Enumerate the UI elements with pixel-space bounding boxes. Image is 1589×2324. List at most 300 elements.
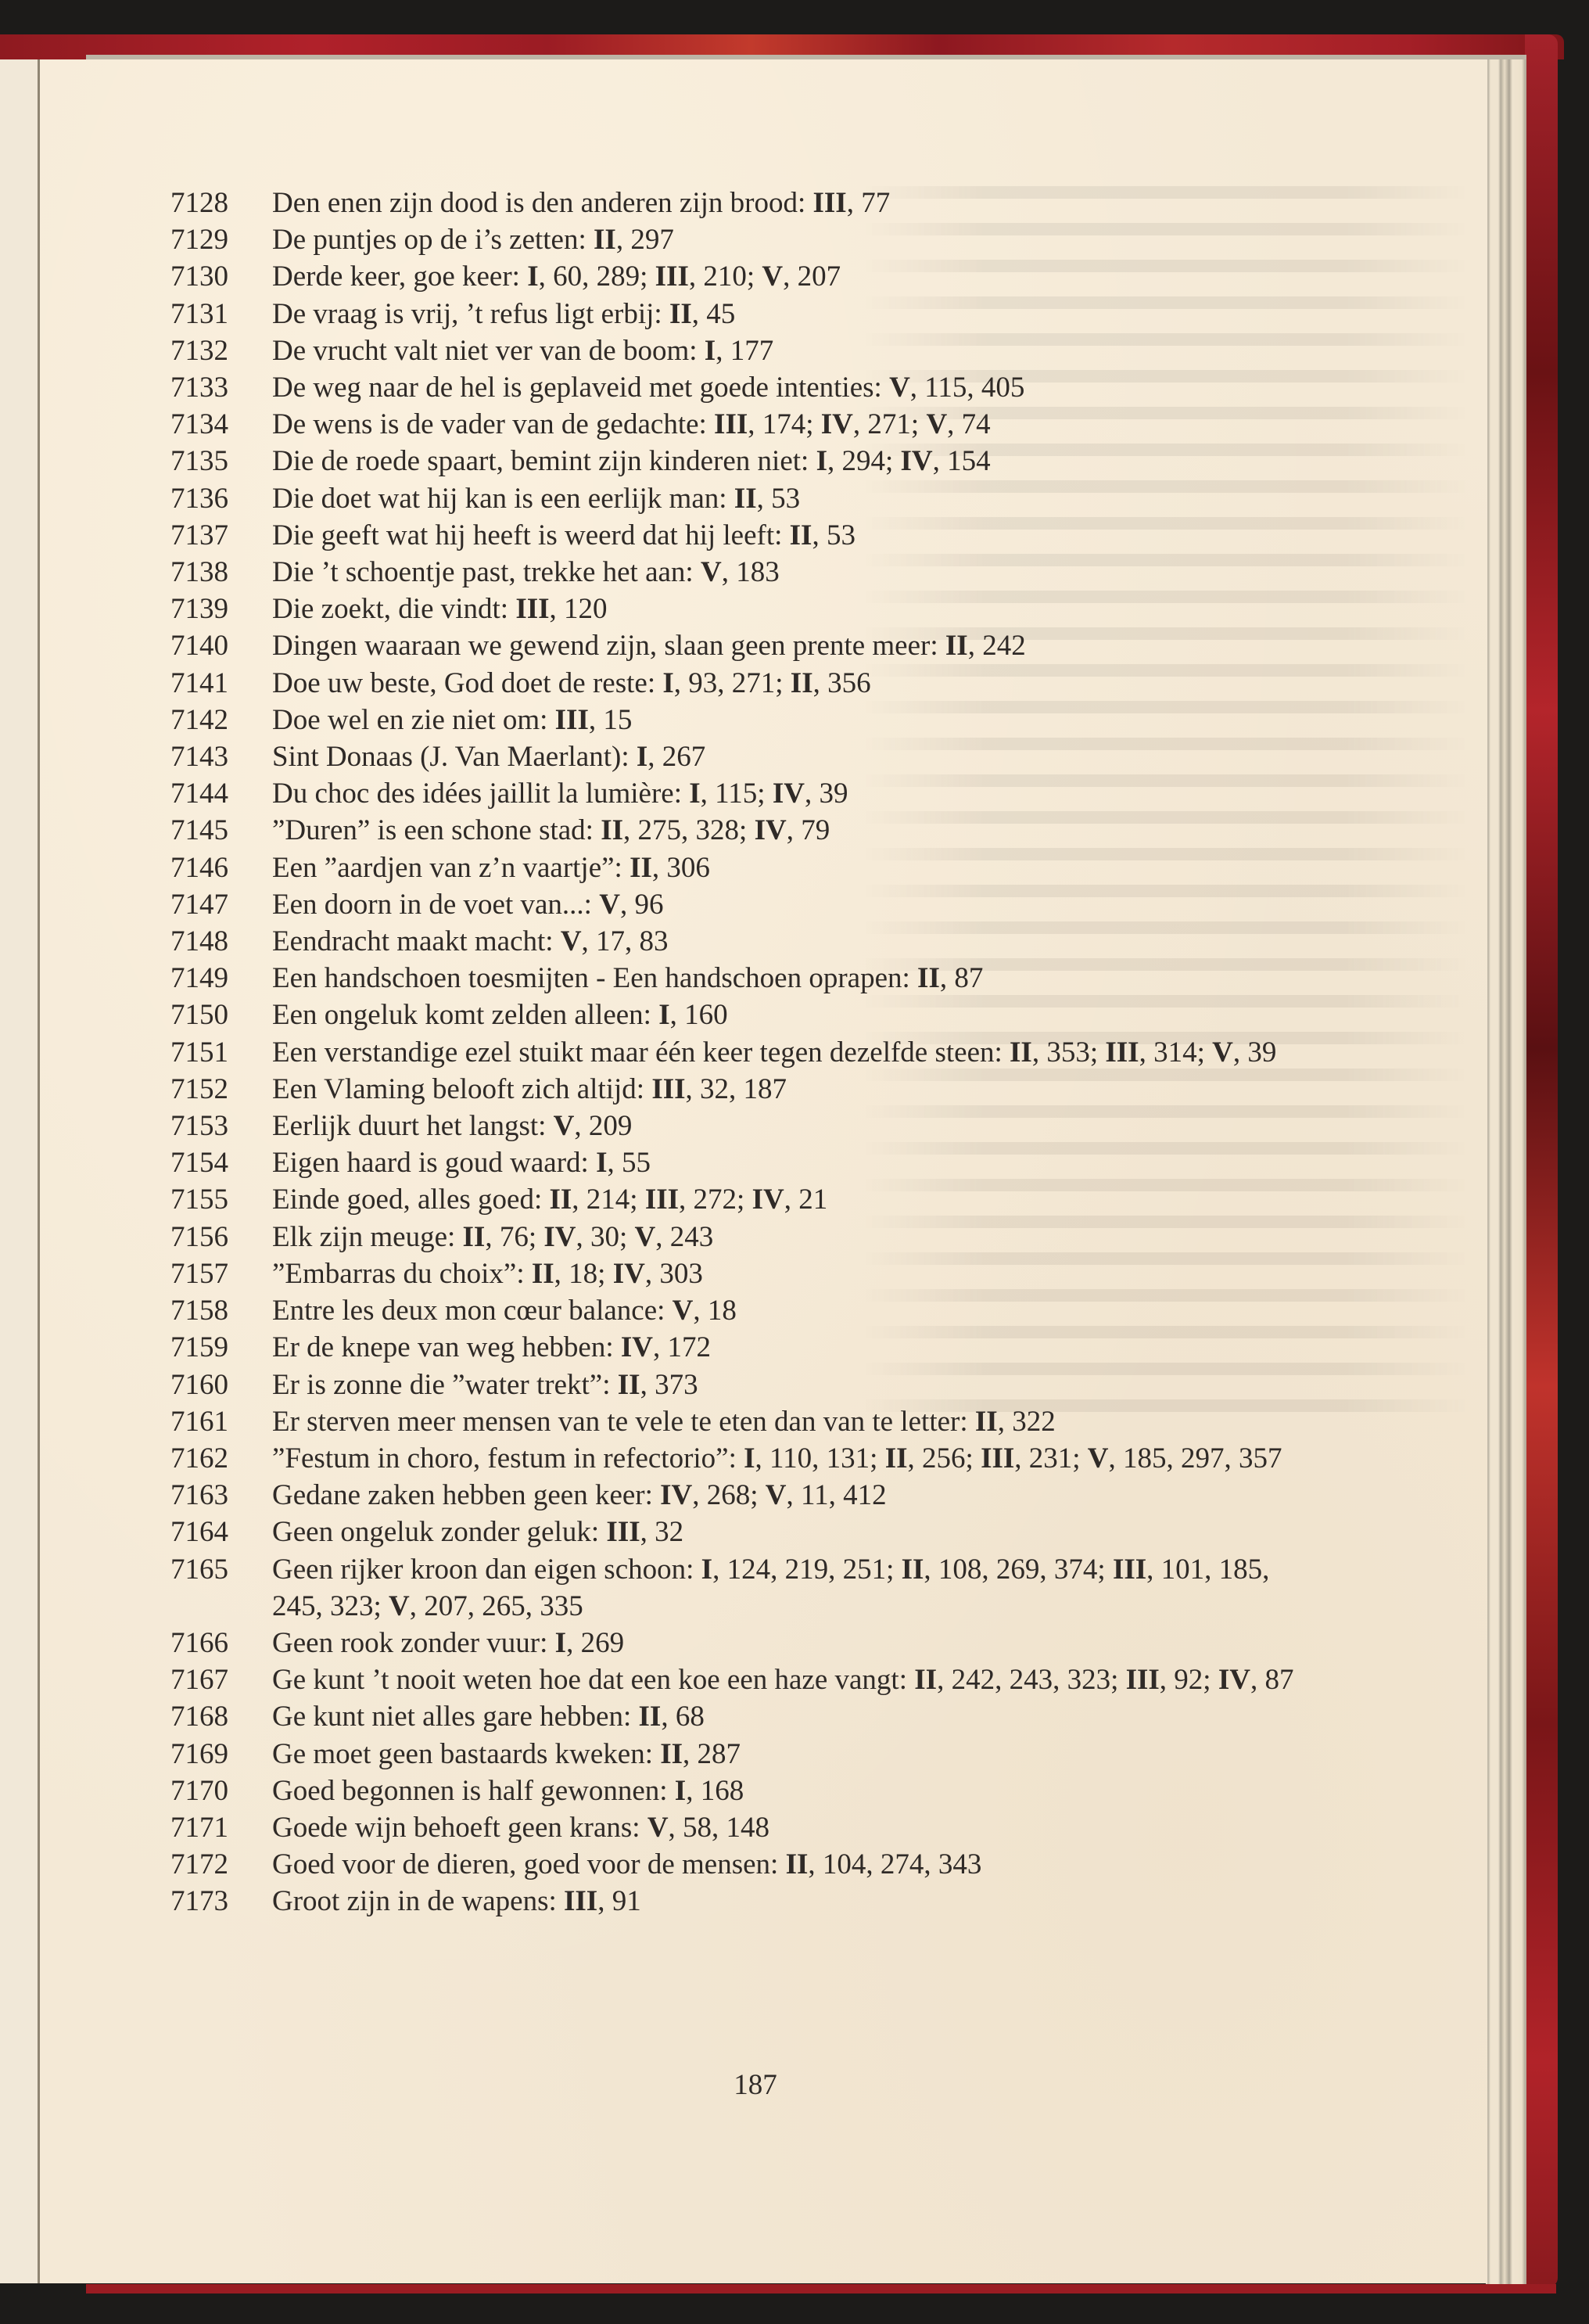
entry-number: 7149 — [170, 962, 228, 995]
proverb: Die geeft wat hij heeft is weerd dat hij leeft: — [272, 519, 790, 551]
page-references: , 174; — [748, 408, 821, 441]
entry-text — [272, 1440, 1324, 1477]
page-references: , 256; — [907, 1442, 981, 1475]
index-entry — [0, 1698, 1487, 1735]
volume-reference: II — [617, 1368, 640, 1401]
volume-reference: II — [549, 1184, 572, 1216]
index-entry — [0, 1551, 1487, 1625]
entry-number: 7151 — [170, 1036, 228, 1069]
index-entry — [0, 1329, 1487, 1366]
entry-text — [272, 1477, 1324, 1514]
proverb: Eendracht maakt macht: — [272, 925, 561, 958]
page-references: , 32 — [640, 1516, 684, 1549]
volume-reference: III — [564, 1885, 598, 1918]
entry-number: 7171 — [170, 1811, 228, 1844]
volume-reference: I — [662, 666, 674, 699]
page-references: , 91 — [597, 1885, 641, 1918]
index-entry — [0, 738, 1487, 775]
page-references: , 68 — [661, 1701, 705, 1733]
entry-number: 7147 — [170, 888, 228, 921]
volume-reference: V — [765, 1479, 787, 1512]
proverb: Die doet wat hij kan is een eerlijk man: — [272, 482, 734, 515]
page-references: , 39 — [1232, 1036, 1277, 1069]
proverb: Goede wijn behoeft geen krans: — [272, 1811, 647, 1844]
proverb: Een ongeluk komt zelden alleen: — [272, 999, 659, 1032]
page-references: , 79 — [786, 814, 830, 847]
page-references: , 60, 289; — [538, 260, 655, 293]
index-entry — [0, 1846, 1487, 1883]
page-references: , 92; — [1159, 1664, 1218, 1697]
volume-reference: V — [1087, 1442, 1109, 1475]
volume-reference: V — [553, 1110, 575, 1143]
volume-reference: III — [812, 187, 847, 219]
proverb: Geen rook zonder vuur: — [272, 1626, 555, 1659]
page-references: , 108, 269, 374; — [924, 1553, 1113, 1586]
index-entry — [0, 1108, 1487, 1144]
entry-number: 7172 — [170, 1848, 228, 1881]
page-references: , 243 — [655, 1220, 714, 1253]
index-entry — [0, 406, 1487, 443]
page-references: , 297 — [615, 224, 674, 257]
index-entry — [0, 1773, 1487, 1809]
proverb: Doe wel en zie niet om: — [272, 703, 555, 736]
entry-text — [272, 775, 1324, 812]
page-references: , 21 — [784, 1184, 828, 1216]
volume-reference: II — [945, 630, 968, 663]
entry-text — [272, 591, 1324, 627]
page-references: , 87 — [939, 962, 984, 995]
volume-reference: V — [389, 1589, 410, 1622]
proverb: ”Embarras du choix”: — [272, 1257, 532, 1290]
entry-text — [272, 369, 1324, 406]
page-references: , 269 — [566, 1626, 625, 1659]
proverb: Er is zonne die ”water trekt”: — [272, 1368, 618, 1401]
volume-reference: IV — [772, 778, 805, 810]
index-entry — [0, 1440, 1487, 1477]
index-entry — [0, 1071, 1487, 1108]
page-references: , 214; — [572, 1184, 645, 1216]
volume-reference: II — [531, 1257, 554, 1290]
proverb: Gedane zaken hebben geen keer: — [272, 1479, 661, 1512]
entry-number: 7140 — [170, 630, 228, 663]
volume-reference: I — [636, 741, 648, 774]
entry-text — [272, 997, 1324, 1033]
entry-number: 7134 — [170, 408, 228, 441]
entry-text — [272, 1144, 1324, 1181]
page-number: 187 — [734, 2069, 777, 2101]
volume-reference: I — [596, 1147, 608, 1180]
entry-text — [272, 443, 1324, 480]
proverb: Eigen haard is goud waard: — [272, 1147, 597, 1180]
volume-reference: IV — [660, 1479, 693, 1512]
page-references: , 209 — [574, 1110, 633, 1143]
volume-reference: V — [889, 372, 910, 404]
proverb: Ge moet geen bastaards kweken: — [272, 1737, 661, 1770]
page-references: , 110, 131; — [755, 1442, 885, 1475]
proverb: De puntjes op de i’s zetten: — [272, 224, 594, 257]
index-entry — [0, 923, 1487, 960]
volume-reference: II — [734, 482, 757, 515]
page-references: , 18; — [554, 1257, 613, 1290]
entry-number: 7161 — [170, 1405, 228, 1438]
volume-reference: V — [1212, 1036, 1233, 1069]
index-entry — [0, 1736, 1487, 1773]
volume-reference: III — [1105, 1036, 1139, 1069]
page-references: , 207 — [783, 260, 841, 293]
index-entry — [0, 960, 1487, 997]
index-entry — [0, 886, 1487, 923]
proverb: Du choc des idées jaillit la lumière: — [272, 778, 690, 810]
volume-reference: II — [601, 814, 624, 847]
entry-text — [272, 1736, 1324, 1773]
volume-reference: I — [701, 1553, 713, 1586]
page-references: , 115; — [700, 778, 773, 810]
entry-number: 7136 — [170, 482, 228, 515]
entry-number: 7164 — [170, 1516, 228, 1549]
index-entry — [0, 627, 1487, 664]
volume-reference: I — [674, 1774, 687, 1807]
volume-reference: V — [599, 888, 620, 921]
volume-reference: II — [790, 666, 813, 699]
page-references: , 74 — [947, 408, 991, 441]
page-references: , 15 — [588, 703, 633, 736]
entry-number: 7133 — [170, 372, 228, 404]
proverb: Geen rijker kroon dan eigen schoon: — [272, 1553, 701, 1586]
page-references: , 39 — [804, 778, 848, 810]
volume-reference: IV — [620, 1331, 654, 1364]
proverb: ”Festum in choro, festum in refectorio”: — [272, 1442, 744, 1475]
volume-reference: I — [704, 334, 716, 367]
index-entry — [0, 1661, 1487, 1698]
volume-reference: IV — [820, 408, 853, 441]
entry-number: 7166 — [170, 1626, 228, 1659]
entry-text — [272, 1883, 1324, 1920]
proverb: Goed voor de dieren, goed voor de mensen: — [272, 1848, 786, 1881]
page-references: , 87 — [1250, 1664, 1294, 1697]
proverb: Goed begonnen is half gewonnen: — [272, 1774, 675, 1807]
index-entry — [0, 812, 1487, 849]
entry-text — [272, 812, 1324, 849]
index-entry — [0, 185, 1487, 221]
page-references: , 101, 185, 245, 323; — [272, 1553, 1270, 1622]
index-entry — [0, 1181, 1487, 1218]
volume-reference: III — [714, 408, 748, 441]
entry-text — [272, 1551, 1324, 1625]
entry-text — [272, 1809, 1324, 1846]
page-references: , 267 — [647, 741, 706, 774]
proverb: Doe uw beste, God doet de reste: — [272, 666, 663, 699]
volume-reference: I — [554, 1626, 567, 1659]
proverb: De wens is de vader van de gedachte: — [272, 408, 715, 441]
index-entry — [0, 1883, 1487, 1920]
index-entry — [0, 1255, 1487, 1292]
index-entry — [0, 332, 1487, 369]
entry-number: 7135 — [170, 445, 228, 478]
entry-text — [272, 221, 1324, 258]
proverb: Entre les deux mon cœur balance: — [272, 1295, 673, 1327]
proverb: De vraag is vrij, ’t refus ligt erbij: — [272, 297, 669, 330]
proverb: Een verstandige ezel stuikt maar één keer tegen dezelfde steen: — [272, 1036, 1010, 1069]
page-references: , 45 — [691, 297, 736, 330]
volume-reference: V — [634, 1220, 656, 1253]
index-entry — [0, 258, 1487, 295]
index-entry — [0, 1219, 1487, 1255]
index-entry — [0, 775, 1487, 812]
entry-text — [272, 702, 1324, 738]
volume-reference: II — [630, 851, 652, 884]
volume-reference: IV — [751, 1184, 784, 1216]
volume-reference: III — [554, 703, 589, 736]
page-references: , 314; — [1139, 1036, 1213, 1069]
volume-reference: III — [981, 1442, 1015, 1475]
entry-text — [272, 1514, 1324, 1550]
volume-reference: V — [926, 408, 948, 441]
page-references: , 353; — [1031, 1036, 1106, 1069]
entry-number: 7128 — [170, 187, 228, 219]
entry-text — [272, 1698, 1324, 1735]
entry-text — [272, 1661, 1324, 1698]
entry-number: 7170 — [170, 1774, 228, 1807]
index-entry — [0, 1144, 1487, 1181]
entry-text — [272, 517, 1324, 554]
page-references: , 294; — [827, 445, 901, 478]
proverb: De vrucht valt niet ver van de boom: — [272, 334, 705, 367]
volume-reference: V — [700, 556, 722, 589]
proverb: Een ”aardjen van z’n vaartje”: — [272, 851, 630, 884]
entry-number: 7132 — [170, 334, 228, 367]
book-cover-right-edge — [1525, 34, 1558, 2287]
entry-text — [272, 849, 1324, 886]
entry-text — [272, 886, 1324, 923]
index-entry — [0, 1367, 1487, 1403]
index-entry — [0, 369, 1487, 406]
index-entry — [0, 1403, 1487, 1440]
entry-text — [272, 738, 1324, 775]
entry-number: 7173 — [170, 1885, 228, 1918]
proverb: Den enen zijn dood is den anderen zijn brood: — [272, 187, 813, 219]
volume-reference: II — [1010, 1036, 1032, 1069]
entry-text — [272, 406, 1324, 443]
page-references: , 210; — [688, 260, 762, 293]
volume-reference: IV — [1218, 1664, 1250, 1697]
entry-number: 7150 — [170, 999, 228, 1032]
volume-reference: V — [672, 1295, 694, 1327]
index-entry — [0, 554, 1487, 591]
proverb: Groot zijn in de wapens: — [272, 1885, 564, 1918]
volume-reference: III — [644, 1184, 680, 1216]
volume-reference: II — [594, 224, 616, 257]
entry-text — [272, 1181, 1324, 1218]
volume-reference: III — [515, 593, 550, 626]
proverb: Ge kunt niet alles gare hebben: — [272, 1701, 639, 1733]
volume-reference: IV — [900, 445, 933, 478]
entry-number: 7152 — [170, 1072, 228, 1105]
volume-reference: I — [816, 445, 827, 478]
page-references: , 18 — [693, 1295, 737, 1327]
entry-number: 7159 — [170, 1331, 228, 1364]
index-entry — [0, 1625, 1487, 1661]
page-references: , 356 — [812, 666, 871, 699]
page-references: , 275, 328; — [623, 814, 755, 847]
volume-reference: II — [789, 519, 812, 551]
entry-number: 7130 — [170, 260, 228, 293]
volume-reference: I — [527, 260, 539, 293]
page-references: , 115, 405 — [909, 372, 1025, 404]
page-references: , 76; — [485, 1220, 544, 1253]
entry-number: 7145 — [170, 814, 228, 847]
index-entry — [0, 480, 1487, 517]
entry-text — [272, 554, 1324, 591]
proverb: Die zoekt, die vindt: — [272, 593, 516, 626]
index-entry — [0, 517, 1487, 554]
proverb-index-list — [0, 185, 1487, 1920]
page-references: , 322 — [997, 1405, 1056, 1438]
index-entry — [0, 1809, 1487, 1846]
volume-reference: II — [638, 1701, 662, 1733]
volume-reference: II — [785, 1848, 809, 1881]
proverb: Derde keer, goe keer: — [272, 260, 528, 293]
volume-reference: III — [606, 1516, 640, 1549]
entry-text — [272, 960, 1324, 997]
proverb: Er de knepe van weg hebben: — [272, 1331, 621, 1364]
entry-text — [272, 1255, 1324, 1292]
entry-text — [272, 296, 1324, 332]
page-references: , 306 — [651, 851, 710, 884]
proverb: Sint Donaas (J. Van Maerlant): — [272, 741, 637, 774]
page-references: , 183 — [721, 556, 780, 589]
proverb: Een Vlaming belooft zich altijd: — [272, 1072, 652, 1105]
entry-number: 7148 — [170, 925, 228, 958]
entry-number: 7146 — [170, 851, 228, 884]
proverb: Die de roede spaart, bemint zijn kinderen niet: — [272, 445, 816, 478]
volume-reference: IV — [612, 1257, 645, 1290]
page-references: , 58, 148 — [668, 1811, 770, 1844]
entry-text — [272, 332, 1324, 369]
entry-text — [272, 665, 1324, 702]
entry-text — [272, 185, 1324, 221]
entry-number: 7169 — [170, 1737, 228, 1770]
volume-reference: II — [884, 1442, 908, 1475]
entry-number: 7158 — [170, 1295, 228, 1327]
page-references: , 242 — [967, 630, 1026, 663]
entry-number: 7153 — [170, 1110, 228, 1143]
entry-number: 7144 — [170, 778, 228, 810]
entry-text — [272, 1773, 1324, 1809]
entry-number: 7129 — [170, 224, 228, 257]
entry-text — [272, 1329, 1324, 1366]
entry-number: 7139 — [170, 593, 228, 626]
volume-reference: I — [744, 1442, 755, 1475]
volume-reference: II — [917, 962, 940, 995]
volume-reference: I — [689, 778, 701, 810]
page-references: , 104, 274, 343 — [808, 1848, 982, 1881]
index-entry — [0, 221, 1487, 258]
entry-number: 7168 — [170, 1701, 228, 1733]
index-entry — [0, 591, 1487, 627]
entry-number: 7142 — [170, 703, 228, 736]
page-references: , 11, 412 — [786, 1479, 887, 1512]
page-references: , 55 — [607, 1147, 651, 1180]
page-references: , 271; — [852, 408, 927, 441]
entry-text — [272, 258, 1324, 295]
entry-number: 7141 — [170, 666, 228, 699]
proverb: Die ’t schoentje past, trekke het aan: — [272, 556, 701, 589]
entry-number: 7155 — [170, 1184, 228, 1216]
volume-reference: III — [651, 1072, 686, 1105]
index-entry — [0, 1292, 1487, 1329]
page-references: , 177 — [716, 334, 774, 367]
proverb: Einde goed, alles goed: — [272, 1184, 550, 1216]
page-references: , 287 — [683, 1737, 741, 1770]
entry-number: 7137 — [170, 519, 228, 551]
proverb: Elk zijn meuge: — [272, 1220, 463, 1253]
proverb: Eerlijk duurt het langst: — [272, 1110, 554, 1143]
volume-reference: III — [1112, 1553, 1147, 1586]
volume-reference: V — [647, 1811, 669, 1844]
proverb: De weg naar de hel is geplaveid met goede intenties: — [272, 372, 890, 404]
proverb: Er sterven meer mensen van te vele te eten dan van te letter: — [272, 1405, 975, 1438]
entry-text — [272, 1367, 1324, 1403]
entry-number: 7157 — [170, 1257, 228, 1290]
proverb: Geen ongeluk zonder geluk: — [272, 1516, 607, 1549]
entry-text — [272, 1219, 1324, 1255]
entry-text — [272, 1292, 1324, 1329]
entry-number: 7167 — [170, 1664, 228, 1697]
page-references: , 185, 297, 357 — [1108, 1442, 1282, 1475]
proverb: ”Duren” is een schone stad: — [272, 814, 601, 847]
entry-text — [272, 1071, 1324, 1108]
page-references: , 373 — [640, 1368, 698, 1401]
volume-reference: II — [914, 1664, 938, 1697]
index-entry — [0, 443, 1487, 480]
index-entry — [0, 1514, 1487, 1550]
entry-number: 7154 — [170, 1147, 228, 1180]
page-references: , 172 — [653, 1331, 712, 1364]
page-references: , 303 — [644, 1257, 703, 1290]
index-entry — [0, 665, 1487, 702]
volume-reference: III — [655, 260, 689, 293]
entry-number: 7156 — [170, 1220, 228, 1253]
entry-text — [272, 923, 1324, 960]
entry-number: 7162 — [170, 1442, 228, 1475]
page-references: , 154 — [932, 445, 991, 478]
entry-text — [272, 480, 1324, 517]
volume-reference: III — [1125, 1664, 1160, 1697]
index-entry — [0, 702, 1487, 738]
volume-reference: IV — [754, 814, 787, 847]
volume-reference: V — [560, 925, 582, 958]
index-entry — [0, 1477, 1487, 1514]
entry-text — [272, 1846, 1324, 1883]
page-references: , 30; — [576, 1220, 635, 1253]
page-references: , 207, 265, 335 — [409, 1589, 583, 1622]
volume-reference: V — [762, 260, 784, 293]
page-references: , 17, 83 — [581, 925, 669, 958]
book-cover-bottom-edge — [86, 2284, 1556, 2293]
proverb: Een doorn in de voet van...: — [272, 888, 600, 921]
page-references: , 124, 219, 251; — [712, 1553, 902, 1586]
entry-text — [272, 1625, 1324, 1661]
volume-reference: II — [974, 1405, 998, 1438]
proverb: Ge kunt ’t nooit weten hoe dat een koe een haze vangt: — [272, 1664, 915, 1697]
page-references: , 242, 243, 323; — [937, 1664, 1126, 1697]
page-references: , 231; — [1014, 1442, 1088, 1475]
proverb: Een handschoen toesmijten - Een handschoen oprapen: — [272, 962, 918, 995]
page-references: , 53 — [812, 519, 855, 551]
index-entry — [0, 1034, 1487, 1071]
page-stack-edges — [1486, 56, 1526, 2284]
index-entry — [0, 296, 1487, 332]
